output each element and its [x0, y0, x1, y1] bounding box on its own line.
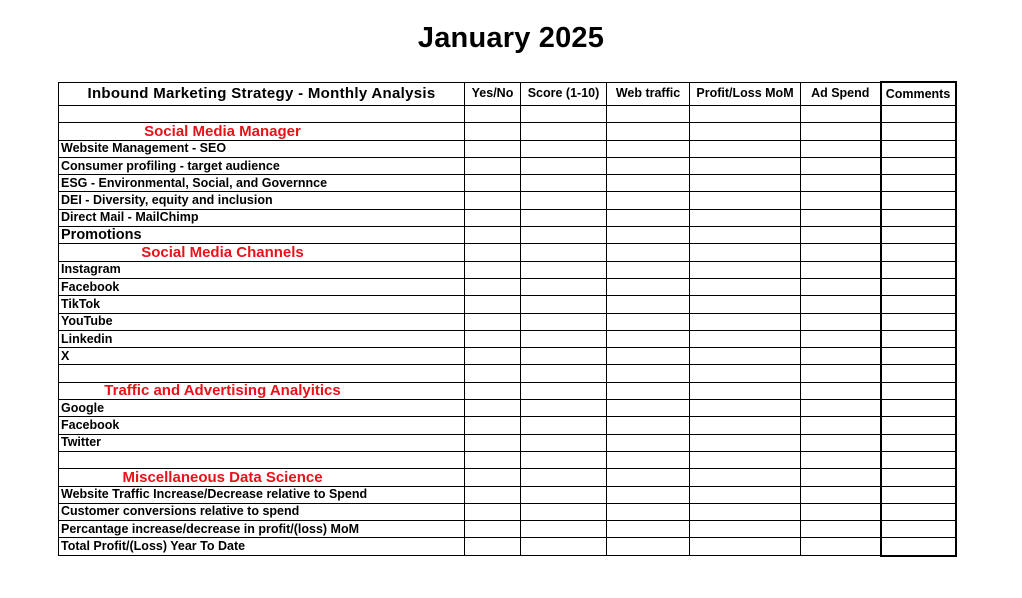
profit-loss-cell[interactable] — [690, 140, 801, 157]
ad-spend-cell[interactable] — [801, 261, 881, 278]
section-row — [59, 382, 956, 399]
yes-no-cell[interactable] — [465, 503, 521, 520]
ad-spend-cell[interactable] — [801, 192, 881, 209]
comments-cell[interactable] — [881, 209, 956, 226]
section-heading[interactable]: Social Media Channels — [59, 244, 465, 261]
web-traffic-cell[interactable] — [607, 296, 690, 313]
table-row — [59, 192, 956, 209]
score-cell[interactable] — [521, 348, 607, 365]
comments-cell[interactable] — [881, 486, 956, 503]
web-traffic-cell[interactable] — [607, 521, 690, 538]
yes-no-cell[interactable] — [465, 313, 521, 330]
yes-no-cell[interactable] — [465, 106, 521, 123]
score-cell[interactable] — [521, 365, 607, 382]
yes-no-cell[interactable] — [465, 227, 521, 244]
score-cell[interactable] — [521, 106, 607, 123]
profit-loss-cell[interactable] — [690, 209, 801, 226]
ad-spend-cell[interactable] — [801, 175, 881, 192]
profit-loss-cell[interactable] — [690, 123, 801, 140]
profit-loss-cell[interactable] — [690, 469, 801, 486]
comments-cell[interactable] — [881, 227, 956, 244]
profit-loss-cell[interactable] — [690, 313, 801, 330]
web-traffic-cell[interactable] — [607, 348, 690, 365]
score-cell[interactable] — [521, 244, 607, 261]
row-label[interactable]: Percantage increase/decrease in profit/(loss) MoM — [59, 521, 465, 538]
table-row — [59, 296, 956, 313]
ad-spend-cell[interactable] — [801, 278, 881, 295]
profit-loss-cell[interactable] — [690, 175, 801, 192]
web-traffic-cell[interactable] — [607, 123, 690, 140]
comments-cell[interactable] — [881, 106, 956, 123]
table-row — [59, 348, 956, 365]
score-cell[interactable] — [521, 417, 607, 434]
comments-cell[interactable] — [881, 400, 956, 417]
comments-cell[interactable] — [881, 521, 956, 538]
row-label[interactable]: YouTube — [59, 313, 465, 330]
ad-spend-cell[interactable] — [801, 521, 881, 538]
row-label[interactable]: Facebook — [59, 417, 465, 434]
web-traffic-cell[interactable] — [607, 469, 690, 486]
section-row — [59, 244, 956, 261]
header-profit-loss[interactable]: Profit/Loss MoM — [690, 82, 801, 106]
web-traffic-cell[interactable] — [607, 330, 690, 347]
section-row — [59, 123, 956, 140]
table-row — [59, 417, 956, 434]
table-row — [59, 209, 956, 226]
profit-loss-cell[interactable] — [690, 106, 801, 123]
yes-no-cell[interactable] — [465, 209, 521, 226]
profit-loss-cell[interactable] — [690, 400, 801, 417]
profit-loss-cell[interactable] — [690, 382, 801, 399]
yes-no-cell[interactable] — [465, 330, 521, 347]
table-row — [59, 261, 956, 278]
table-row — [59, 486, 956, 503]
row-label[interactable]: Facebook — [59, 278, 465, 295]
section-heading[interactable]: Traffic and Advertising Analyitics — [59, 382, 465, 399]
header-ad-spend[interactable]: Ad Spend — [801, 82, 881, 106]
row-label[interactable]: Promotions — [59, 227, 465, 244]
web-traffic-cell[interactable] — [607, 382, 690, 399]
score-cell[interactable] — [521, 503, 607, 520]
web-traffic-cell[interactable] — [607, 434, 690, 451]
ad-spend-cell[interactable] — [801, 244, 881, 261]
section-heading[interactable]: Social Media Manager — [59, 123, 465, 140]
ad-spend-cell[interactable] — [801, 417, 881, 434]
comments-cell[interactable] — [881, 123, 956, 140]
ad-spend-cell[interactable] — [801, 209, 881, 226]
header-comments[interactable]: Comments — [881, 82, 956, 106]
comments-cell[interactable] — [881, 330, 956, 347]
yes-no-cell[interactable] — [465, 434, 521, 451]
profit-loss-cell[interactable] — [690, 417, 801, 434]
comments-cell[interactable] — [881, 451, 956, 468]
table-row — [59, 227, 956, 244]
comments-cell[interactable] — [881, 140, 956, 157]
ad-spend-cell[interactable] — [801, 348, 881, 365]
score-cell[interactable] — [521, 469, 607, 486]
profit-loss-cell[interactable] — [690, 227, 801, 244]
web-traffic-cell[interactable] — [607, 227, 690, 244]
score-cell[interactable] — [521, 382, 607, 399]
score-cell[interactable] — [521, 261, 607, 278]
yes-no-cell[interactable] — [465, 400, 521, 417]
table-row — [59, 106, 956, 123]
ad-spend-cell[interactable] — [801, 365, 881, 382]
profit-loss-cell[interactable] — [690, 348, 801, 365]
ad-spend-cell[interactable] — [801, 330, 881, 347]
profit-loss-cell[interactable] — [690, 538, 801, 556]
yes-no-cell[interactable] — [465, 365, 521, 382]
yes-no-cell[interactable] — [465, 175, 521, 192]
web-traffic-cell[interactable] — [607, 209, 690, 226]
comments-cell[interactable] — [881, 296, 956, 313]
web-traffic-cell[interactable] — [607, 106, 690, 123]
ad-spend-cell[interactable] — [801, 140, 881, 157]
comments-cell[interactable] — [881, 365, 956, 382]
web-traffic-cell[interactable] — [607, 503, 690, 520]
web-traffic-cell[interactable] — [607, 278, 690, 295]
comments-cell[interactable] — [881, 503, 956, 520]
score-cell[interactable] — [521, 521, 607, 538]
yes-no-cell[interactable] — [465, 417, 521, 434]
table-row — [59, 434, 956, 451]
profit-loss-cell[interactable] — [690, 192, 801, 209]
table-row — [59, 175, 956, 192]
page-title: January 2025 — [417, 22, 605, 54]
yes-no-cell[interactable] — [465, 451, 521, 468]
comments-cell[interactable] — [881, 382, 956, 399]
ad-spend-cell[interactable] — [801, 296, 881, 313]
yes-no-cell[interactable] — [465, 261, 521, 278]
row-label[interactable]: Linkedin — [59, 330, 465, 347]
ad-spend-cell[interactable] — [801, 313, 881, 330]
table-row — [59, 157, 956, 174]
row-label[interactable]: Instagram — [59, 261, 465, 278]
yes-no-cell[interactable] — [465, 521, 521, 538]
score-cell[interactable] — [521, 227, 607, 244]
comments-cell[interactable] — [881, 278, 956, 295]
table-row — [59, 330, 956, 347]
comments-cell[interactable] — [881, 538, 956, 556]
blank-cell[interactable] — [59, 106, 465, 123]
web-traffic-cell[interactable] — [607, 486, 690, 503]
score-cell[interactable] — [521, 140, 607, 157]
ad-spend-cell[interactable] — [801, 486, 881, 503]
score-cell[interactable] — [521, 296, 607, 313]
profit-loss-cell[interactable] — [690, 244, 801, 261]
yes-no-cell[interactable] — [465, 140, 521, 157]
score-cell[interactable] — [521, 400, 607, 417]
yes-no-cell[interactable] — [465, 486, 521, 503]
yes-no-cell[interactable] — [465, 348, 521, 365]
table-row — [59, 538, 956, 556]
ad-spend-cell[interactable] — [801, 123, 881, 140]
comments-cell[interactable] — [881, 348, 956, 365]
profit-loss-cell[interactable] — [690, 365, 801, 382]
header-row — [59, 82, 956, 106]
profit-loss-cell[interactable] — [690, 486, 801, 503]
score-cell[interactable] — [521, 486, 607, 503]
score-cell[interactable] — [521, 451, 607, 468]
profit-loss-cell[interactable] — [690, 261, 801, 278]
yes-no-cell[interactable] — [465, 244, 521, 261]
yes-no-cell[interactable] — [465, 123, 521, 140]
yes-no-cell[interactable] — [465, 192, 521, 209]
web-traffic-cell[interactable] — [607, 313, 690, 330]
comments-cell[interactable] — [881, 417, 956, 434]
header-yes-no[interactable]: Yes/No — [465, 82, 521, 106]
web-traffic-cell[interactable] — [607, 451, 690, 468]
row-label[interactable]: ESG - Environmental, Social, and Governnce — [59, 175, 465, 192]
blank-cell[interactable] — [59, 451, 465, 468]
row-label[interactable]: Consumer profiling - target audience — [59, 157, 465, 174]
table-row — [59, 503, 956, 520]
header-main[interactable]: Inbound Marketing Strategy - Monthly Analysis — [59, 82, 465, 106]
row-label[interactable]: DEI - Diversity, equity and inclusion — [59, 192, 465, 209]
yes-no-cell[interactable] — [465, 296, 521, 313]
web-traffic-cell[interactable] — [607, 192, 690, 209]
profit-loss-cell[interactable] — [690, 503, 801, 520]
table-body — [59, 106, 956, 556]
header-score[interactable]: Score (1-10) — [521, 82, 607, 106]
score-cell[interactable] — [521, 209, 607, 226]
web-traffic-cell[interactable] — [607, 244, 690, 261]
score-cell[interactable] — [521, 123, 607, 140]
web-traffic-cell[interactable] — [607, 400, 690, 417]
profit-loss-cell[interactable] — [690, 451, 801, 468]
score-cell[interactable] — [521, 313, 607, 330]
score-cell[interactable] — [521, 157, 607, 174]
comments-cell[interactable] — [881, 192, 956, 209]
comments-cell[interactable] — [881, 261, 956, 278]
yes-no-cell[interactable] — [465, 469, 521, 486]
profit-loss-cell[interactable] — [690, 330, 801, 347]
yes-no-cell[interactable] — [465, 157, 521, 174]
web-traffic-cell[interactable] — [607, 157, 690, 174]
score-cell[interactable] — [521, 434, 607, 451]
profit-loss-cell[interactable] — [690, 296, 801, 313]
comments-cell[interactable] — [881, 434, 956, 451]
row-label[interactable]: Website Traffic Increase/Decrease relative to Spend — [59, 486, 465, 503]
ad-spend-cell[interactable] — [801, 469, 881, 486]
score-cell[interactable] — [521, 538, 607, 556]
table-row — [59, 140, 956, 157]
row-label[interactable]: Customer conversions relative to spend — [59, 503, 465, 520]
yes-no-cell[interactable] — [465, 538, 521, 556]
table-row — [59, 313, 956, 330]
row-label[interactable]: X — [59, 348, 465, 365]
score-cell[interactable] — [521, 330, 607, 347]
yes-no-cell[interactable] — [465, 382, 521, 399]
yes-no-cell[interactable] — [465, 278, 521, 295]
web-traffic-cell[interactable] — [607, 261, 690, 278]
row-label[interactable]: Direct Mail - MailChimp — [59, 209, 465, 226]
profit-loss-cell[interactable] — [690, 278, 801, 295]
web-traffic-cell[interactable] — [607, 417, 690, 434]
comments-cell[interactable] — [881, 175, 956, 192]
section-heading[interactable]: Miscellaneous Data Science — [59, 469, 465, 486]
ad-spend-cell[interactable] — [801, 538, 881, 556]
row-label[interactable]: Website Management - SEO — [59, 140, 465, 157]
row-label[interactable]: TikTok — [59, 296, 465, 313]
web-traffic-cell[interactable] — [607, 175, 690, 192]
header-web-traffic[interactable]: Web traffic — [607, 82, 690, 106]
ad-spend-cell[interactable] — [801, 227, 881, 244]
score-cell[interactable] — [521, 175, 607, 192]
ad-spend-cell[interactable] — [801, 400, 881, 417]
table-row — [59, 400, 956, 417]
ad-spend-cell[interactable] — [801, 503, 881, 520]
score-cell[interactable] — [521, 192, 607, 209]
ad-spend-cell[interactable] — [801, 382, 881, 399]
web-traffic-cell[interactable] — [607, 365, 690, 382]
table-row — [59, 521, 956, 538]
ad-spend-cell[interactable] — [801, 157, 881, 174]
table-row — [59, 365, 956, 382]
section-row — [59, 469, 956, 486]
profit-loss-cell[interactable] — [690, 157, 801, 174]
ad-spend-cell[interactable] — [801, 451, 881, 468]
profit-loss-cell[interactable] — [690, 434, 801, 451]
web-traffic-cell[interactable] — [607, 538, 690, 556]
monthly-analysis-table — [58, 81, 957, 557]
comments-cell[interactable] — [881, 469, 956, 486]
comments-cell[interactable] — [881, 313, 956, 330]
comments-cell[interactable] — [881, 157, 956, 174]
table-row — [59, 451, 956, 468]
comments-cell[interactable] — [881, 244, 956, 261]
score-cell[interactable] — [521, 278, 607, 295]
ad-spend-cell[interactable] — [801, 434, 881, 451]
table-row — [59, 278, 956, 295]
ad-spend-cell[interactable] — [801, 106, 881, 123]
row-label[interactable]: Twitter — [59, 434, 465, 451]
row-label[interactable]: Google — [59, 400, 465, 417]
blank-cell[interactable] — [59, 365, 465, 382]
row-label[interactable]: Total Profit/(Loss) Year To Date — [59, 538, 465, 556]
web-traffic-cell[interactable] — [607, 140, 690, 157]
profit-loss-cell[interactable] — [690, 521, 801, 538]
